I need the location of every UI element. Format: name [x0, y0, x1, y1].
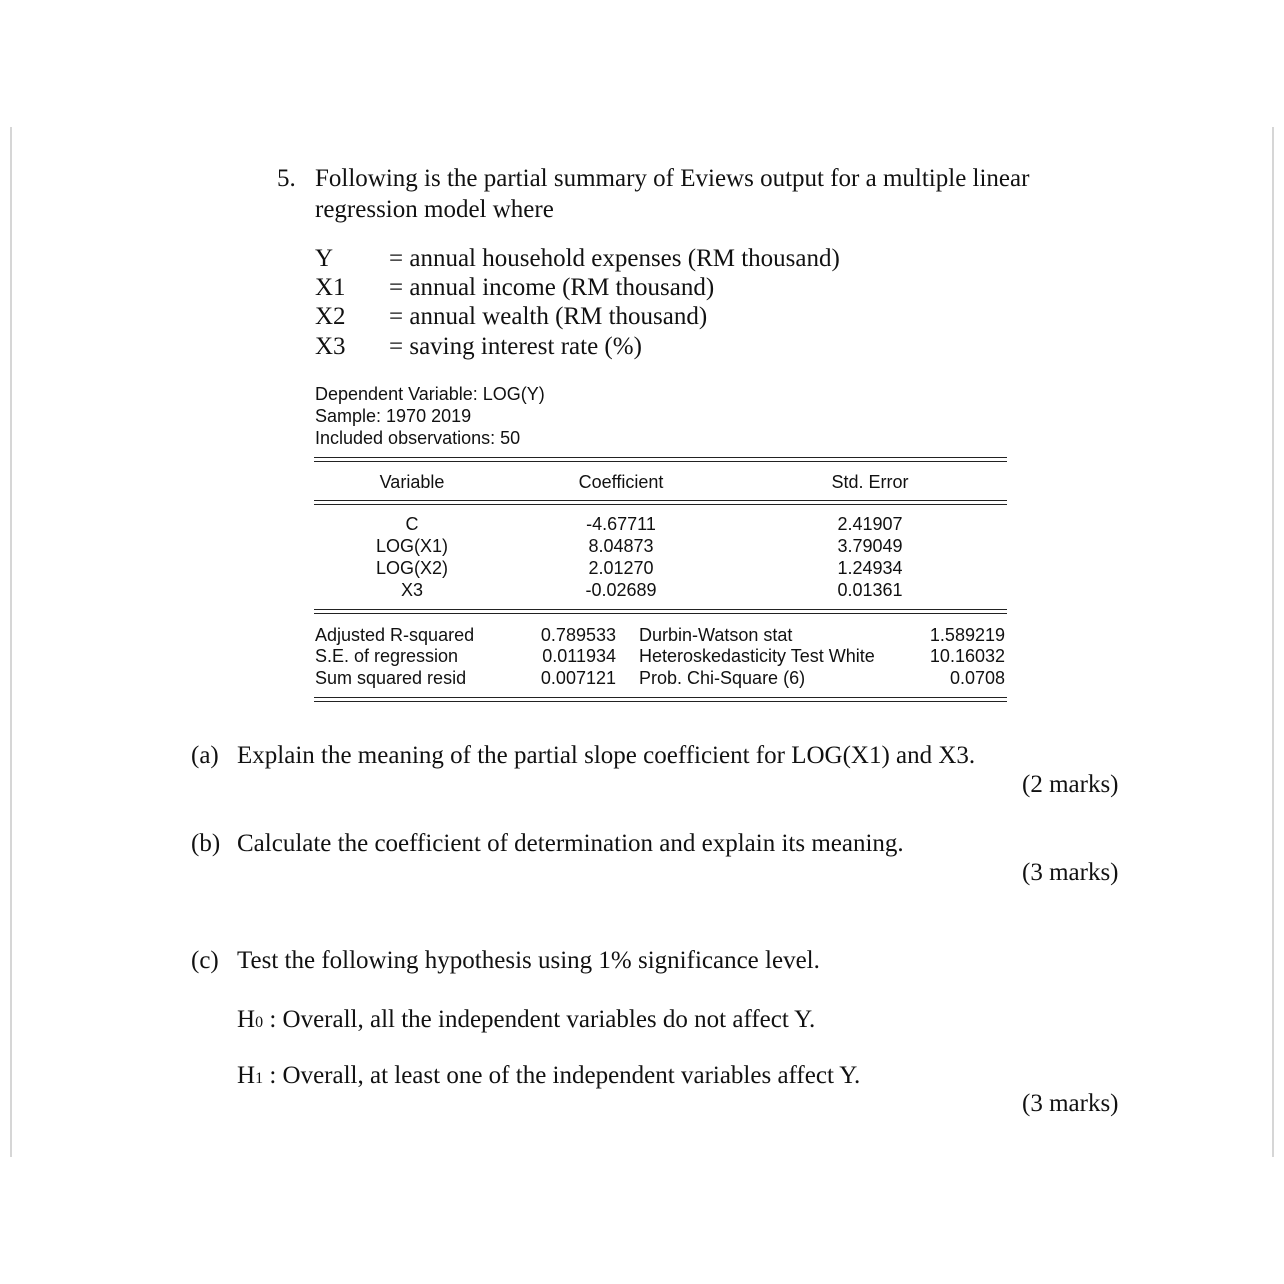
table-cell-std-error: 1.24934: [837, 558, 903, 578]
table-rule: [314, 613, 1007, 614]
table-cell-variable: LOG(X1): [375, 536, 449, 556]
question-text-line1: Following is the partial summary of Eviews output for a multiple linear: [315, 165, 1030, 192]
def-desc-x1: = annual income (RM thousand): [389, 274, 715, 301]
header-std-error: Std. Error: [831, 472, 909, 492]
def-var-x1: X1: [315, 274, 346, 301]
h0-subscript: 0: [255, 1014, 264, 1031]
part-c-marks: (3 marks): [1022, 1090, 1119, 1117]
part-c-text: Test the following hypothesis using 1% significance level.: [237, 947, 820, 974]
part-c-label: (c): [191, 947, 219, 974]
table-cell-std-error: 2.41907: [837, 514, 903, 534]
part-b-label: (b): [191, 830, 221, 857]
stat-value: 0.007121: [540, 668, 616, 688]
stat-value: 0.0708: [949, 668, 1005, 688]
def-var-x3: X3: [315, 333, 346, 360]
table-cell-variable: C: [405, 514, 419, 534]
stat-value: 0.011934: [542, 646, 616, 666]
def-var-x2: X2: [315, 303, 346, 330]
table-rule: [314, 609, 1007, 610]
stat-label: Durbin-Watson stat: [639, 625, 793, 645]
part-b-marks: (3 marks): [1022, 859, 1119, 886]
table-rule: [314, 500, 1007, 501]
table-rule: [314, 701, 1007, 702]
table-cell-variable: X3: [400, 580, 424, 600]
table-cell-coefficient: -0.02689: [585, 580, 657, 600]
table-cell-std-error: 0.01361: [837, 580, 903, 600]
def-desc-y: = annual household expenses (RM thousand): [389, 245, 840, 272]
sample-range: Sample: 1970 2019: [315, 406, 472, 426]
dependent-variable: Dependent Variable: LOG(Y): [315, 384, 545, 404]
stat-value: 10.16032: [929, 646, 1005, 666]
def-desc-x2: = annual wealth (RM thousand): [389, 303, 708, 330]
def-desc-x3: = saving interest rate (%): [389, 333, 642, 360]
stat-label: S.E. of regression: [315, 646, 459, 666]
table-rule: [314, 461, 1007, 462]
stat-value: 1.589219: [929, 625, 1005, 645]
stat-label: Prob. Chi-Square (6): [639, 668, 806, 688]
table-rule: [314, 697, 1007, 698]
def-var-y: Y: [315, 245, 334, 272]
stat-label: Adjusted R-squared: [315, 625, 475, 645]
hypothesis-null: [237, 1006, 815, 1034]
included-observations: Included observations: 50: [315, 428, 521, 448]
header-coefficient: Coefficient: [578, 472, 664, 492]
hypothesis-alternative: [237, 1062, 860, 1090]
table-rule: [314, 457, 1007, 458]
table-cell-variable: LOG(X2): [375, 558, 449, 578]
h1-text: : Overall, at least one of the independent variables affect Y.: [263, 1062, 861, 1089]
h0-text: : Overall, all the independent variables do not affect Y.: [263, 1006, 816, 1033]
part-a-text: Explain the meaning of the partial slope coefficient for LOG(X1) and X3.: [237, 742, 976, 769]
part-a-label: (a): [191, 742, 219, 769]
h0-symbol: H: [237, 1006, 256, 1033]
h1-symbol: H: [237, 1062, 256, 1089]
question-number: 5.: [277, 165, 296, 192]
stat-label: Heteroskedasticity Test White: [639, 646, 875, 666]
question-text-line2: regression model where: [315, 196, 554, 223]
table-cell-std-error: 3.79049: [837, 536, 903, 556]
stat-label: Sum squared resid: [315, 668, 467, 688]
table-cell-coefficient: 8.04873: [588, 536, 654, 556]
table-rule: [314, 504, 1007, 505]
header-variable: Variable: [379, 472, 445, 492]
h1-subscript: 1: [255, 1070, 264, 1087]
table-cell-coefficient: 2.01270: [588, 558, 654, 578]
table-cell-coefficient: -4.67711: [586, 514, 656, 534]
part-a-marks: (2 marks): [1022, 771, 1119, 798]
stat-value: 0.789533: [540, 625, 616, 645]
part-b-text: Calculate the coefficient of determination and explain its meaning.: [237, 830, 904, 857]
